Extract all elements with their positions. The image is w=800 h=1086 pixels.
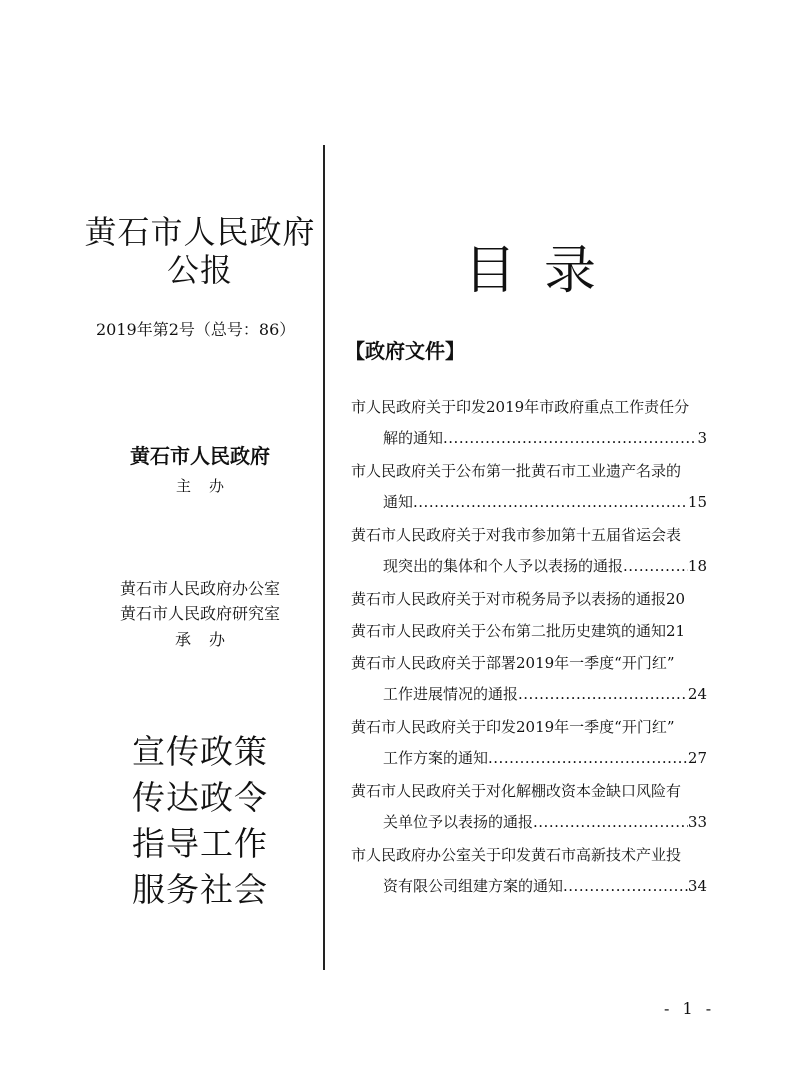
toc-entry[interactable] <box>351 648 707 710</box>
toc-entry-title: 市人民政府关于印发2019年市政府重点工作责任分 <box>351 398 690 416</box>
toc-entry-title-row <box>351 616 707 646</box>
organizer-role: 承办 <box>174 630 243 649</box>
toc-entry-page: 21 <box>666 622 686 640</box>
toc-entry[interactable] <box>351 616 707 646</box>
toc-entry[interactable] <box>351 776 707 838</box>
toc-entry-continuation <box>383 806 707 838</box>
toc-entry-continuation <box>383 678 707 710</box>
slogan-line: 指导工作 <box>132 824 268 863</box>
dot-leader <box>488 742 688 774</box>
organizer-office-2: 黄石市人民政府研究室 <box>119 604 280 623</box>
toc-entry-page: 18 <box>687 557 707 575</box>
column-divider <box>323 145 325 970</box>
toc-entry-title-cont: 工作方案的通知 <box>383 749 489 767</box>
toc-title: 目录 <box>463 241 624 301</box>
toc-entry-continuation <box>383 486 707 518</box>
toc-entry-page: 24 <box>687 685 707 703</box>
toc-entry-page: 15 <box>687 493 707 511</box>
toc-entry-title-cont: 解的通知 <box>383 429 444 447</box>
toc-entry-page: 20 <box>666 590 686 608</box>
toc-entry[interactable] <box>351 456 707 518</box>
publication-title-line2: 公报 <box>166 251 233 289</box>
toc-entry-page: 33 <box>687 813 707 831</box>
toc-entry-title-cont: 通知 <box>383 493 414 511</box>
toc-entry[interactable] <box>351 712 707 774</box>
toc-entry[interactable] <box>351 840 707 902</box>
toc-entry-continuation <box>383 870 707 902</box>
toc-entry-title-cont: 关单位予以表扬的通报 <box>383 813 534 831</box>
dot-leader <box>533 806 688 838</box>
toc-entry-title: 市人民政府办公室关于印发黄石市高新技术产业投 <box>351 846 682 864</box>
toc-entry-title-cont: 资有限公司组建方案的通知 <box>383 877 564 895</box>
toc-entry-page: 3 <box>697 429 707 447</box>
dot-leader <box>443 422 697 454</box>
toc-section-heading: 【政府文件】 <box>345 339 465 363</box>
toc-entry-continuation <box>383 422 707 454</box>
toc-entry[interactable] <box>351 584 707 614</box>
toc-entry-continuation <box>383 742 707 774</box>
toc-entry[interactable] <box>351 392 707 454</box>
toc-entry-title: 黄石市人民政府关于印发2019年一季度“开门红” <box>351 718 675 736</box>
toc-entry-title: 黄石市人民政府关于对我市参加第十五届省运会表 <box>351 526 682 544</box>
dot-leader <box>563 870 688 902</box>
slogan-line: 服务社会 <box>132 870 268 909</box>
toc-entry-page: 27 <box>687 749 707 767</box>
organizer-office-1: 黄石市人民政府办公室 <box>119 579 280 598</box>
toc-entry-continuation <box>383 550 707 582</box>
sponsor-name: 黄石市人民政府 <box>130 444 270 468</box>
dot-leader <box>518 678 688 710</box>
toc-entry-title: 黄石市人民政府关于公布第二批历史建筑的通知 <box>351 622 667 640</box>
dot-leader <box>413 486 688 518</box>
toc-entry-page: 34 <box>687 877 707 895</box>
dot-leader <box>623 550 688 582</box>
toc-entry-title: 黄石市人民政府关于对市税务局予以表扬的通报 <box>351 590 667 608</box>
sponsor-role: 主办 <box>175 477 242 495</box>
toc-entry-title-row <box>351 584 707 614</box>
slogan-line: 宣传政策 <box>132 732 268 771</box>
page-number: - 1 - <box>664 999 716 1018</box>
issue-number: 2019年第2号（总号：86） <box>96 320 296 339</box>
toc-entry-title: 黄石市人民政府关于对化解棚改资本金缺口风险有 <box>351 782 682 800</box>
slogan-line: 传达政令 <box>132 778 268 817</box>
toc-entry[interactable] <box>351 520 707 582</box>
toc-entry-title-cont: 现突出的集体和个人予以表扬的通报 <box>383 557 624 575</box>
toc-entry-title: 黄石市人民政府关于部署2019年一季度“开门红” <box>351 654 675 672</box>
toc-entry-title: 市人民政府关于公布第一批黄石市工业遗产名录的 <box>351 462 682 480</box>
toc-entry-title-cont: 工作进展情况的通报 <box>383 685 519 703</box>
publication-title-line1: 黄石市人民政府 <box>84 213 316 251</box>
